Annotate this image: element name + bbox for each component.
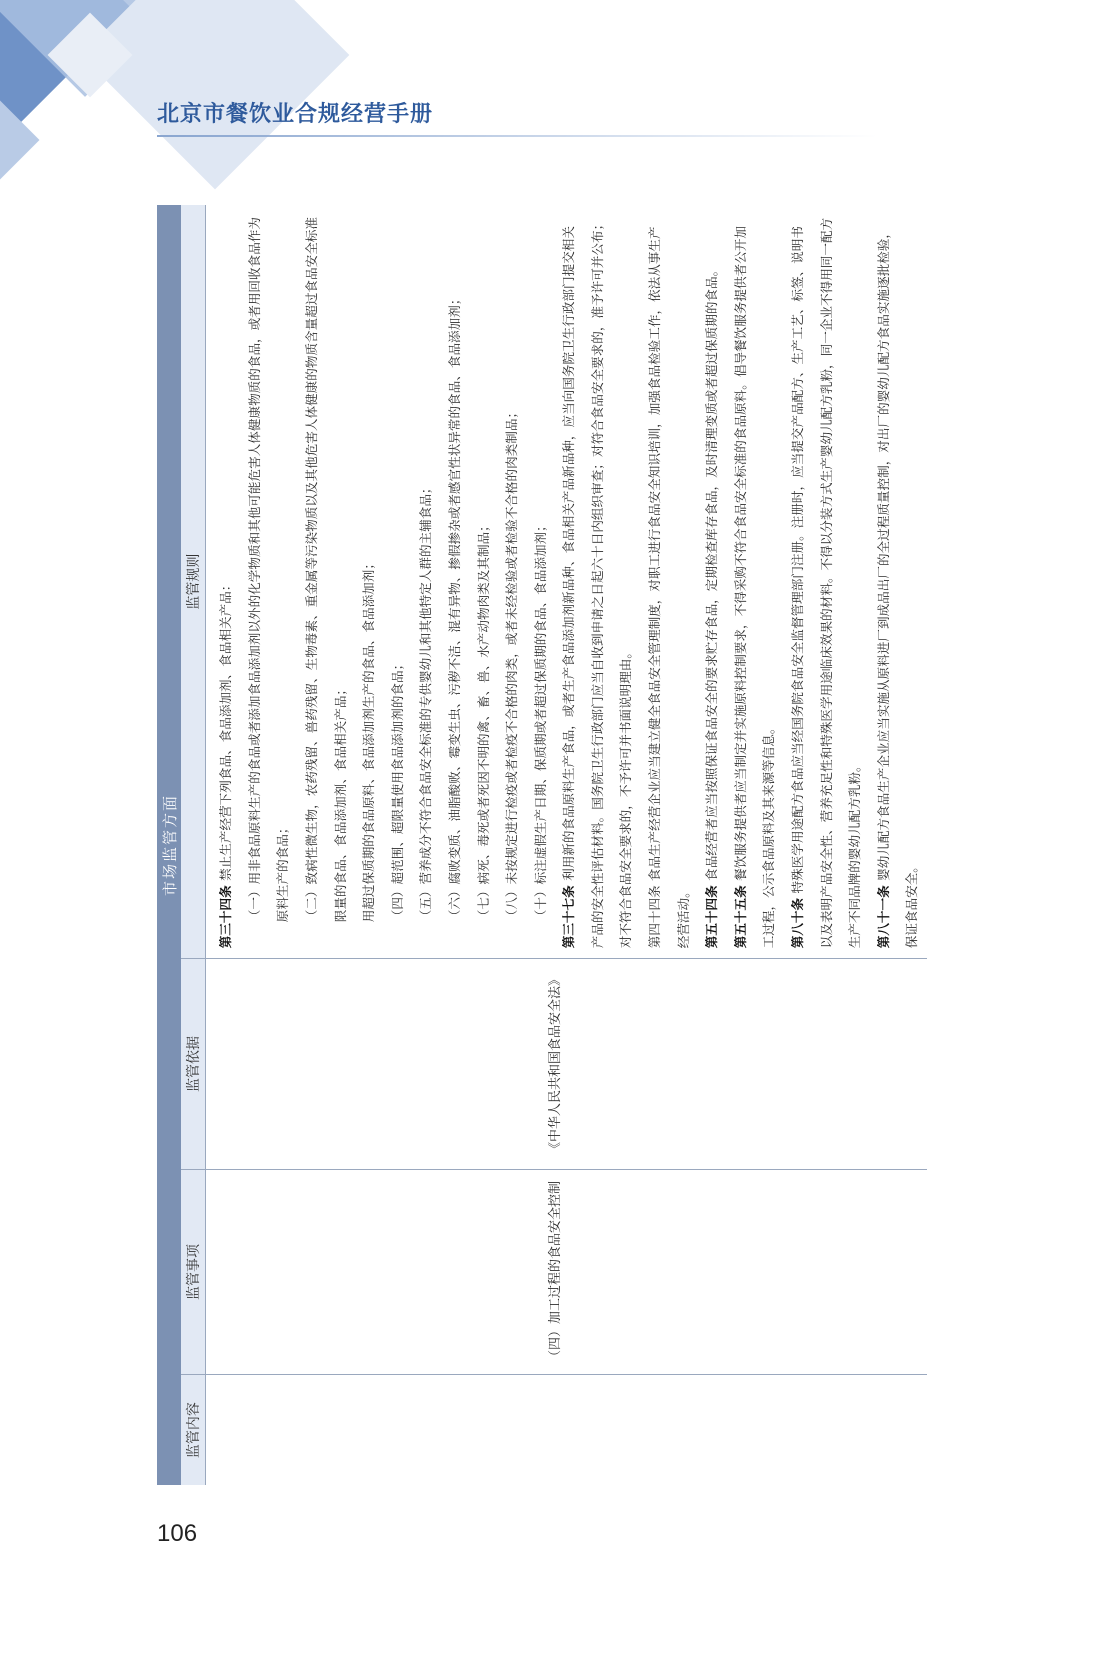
table-row <box>206 205 927 1485</box>
rule-paragraph <box>784 215 870 948</box>
rule-paragraph <box>527 215 556 948</box>
article-number: 第三十七条 <box>561 880 577 949</box>
rule-paragraph <box>641 215 698 948</box>
header-divider <box>157 135 877 137</box>
rule-text: 禁止生产经营下列食品、食品添加剂、食品相关产品： <box>218 578 234 881</box>
article-number: 第五十四条 <box>704 880 720 949</box>
table-header-row <box>181 205 206 1485</box>
rule-text: （十）标注虚假生产日期、保质期或者超过保质期的食品、食品添加剂； <box>532 519 548 923</box>
rule-paragraph <box>498 215 527 948</box>
rule-paragraph <box>441 215 470 948</box>
rule-paragraph <box>555 215 641 948</box>
rule-paragraph <box>298 215 355 948</box>
rule-text: 第四十四条 食品生产经营企业应当建立健全食品安全管理制度，对职工进行食品安全知识培训，加强食品检验工作，依法从事生产经营活动。 <box>647 226 691 949</box>
rule-paragraph <box>412 215 441 948</box>
item-cell <box>206 1169 927 1375</box>
rule-text: （七）病死、毒死或者死因不明的禽、畜、兽、水产动物肉类及其制品； <box>475 519 491 923</box>
content-cell <box>206 1374 927 1485</box>
section-band: 市场监管方面 <box>157 205 181 1485</box>
rule-paragraph <box>727 215 784 948</box>
rule-text: 利用新的食品原料生产食品，或者生产食品添加剂新品种、食品相关产品新品种，应当向国务院卫生行政部门提交相关产品的安全性评估材料。国务院卫生行政部门应当自收到申请之日起六十日内组织审查；对符合食品安全要求的，准予许可并公布；对不符合食品安全要求的，不予许可并书面说明理由。 <box>561 217 634 949</box>
article-number: 第三十四条 <box>218 880 234 949</box>
rule-text: 用超过保质期的食品原料、食品添加剂生产的食品、食品添加剂； <box>361 557 377 923</box>
regulation-table-wrapper <box>157 205 927 1485</box>
article-number: 第八十一条 <box>875 880 891 949</box>
rule-paragraph <box>241 215 298 948</box>
handbook-title: 北京市餐饮业合规经营手册 <box>157 102 434 127</box>
article-number: 第八十条 <box>790 893 806 949</box>
item-text: （四）加工过程的食品安全控制 <box>548 1181 564 1364</box>
column-header-item: 监管事项 <box>181 1169 205 1375</box>
column-header-content: 监管内容 <box>181 1374 205 1485</box>
rule-text: 食品经营者应当按照保证食品安全的要求贮存食品，定期检查库存食品，及时清理变质或者超过保质期的食品。 <box>704 263 720 881</box>
corner-decoration <box>81 0 350 189</box>
rule-list <box>206 205 927 958</box>
rule-text: （一）用非食品原料生产的食品或者添加食品添加剂以外的化学物质和其他可能危害人体健康物质的食品，或者用回收食品作为原料生产的食品； <box>246 217 291 923</box>
rule-text: （二）致病性微生物，农药残留、兽药残留、生物毒素、重金属等污染物质以及其他危害人体健康的物质含量超过食品安全标准限量的食品、食品添加剂、食品相关产品； <box>303 217 348 923</box>
rule-text: 餐饮服务提供者应当制定并实施原料控制要求，不得采购不符合食品安全标准的食品原料。倡导餐饮服务提供者公开加工过程，公示食品原料及其来源等信息。 <box>732 226 777 949</box>
basis-cell <box>206 958 927 1169</box>
rule-text: 特殊医学用途配方食品应当经国务院食品安全监督管理部门注册。注册时，应当提交产品配方、生产工艺、标签、说明书以及表明产品安全性、营养充足性和特殊医学用途临床效果的材料。不得以分装方式生产婴幼儿配方乳粉，同一企业不得用同一配方生产不同品牌的婴幼儿配方乳粉。 <box>790 217 863 949</box>
rule-text: 婴幼儿配方食品生产企业应当实施从原料进厂到成品出厂的全过程质量控制，对出厂的婴幼儿配方食品实施逐批检验，保证食品安全。 <box>875 226 920 949</box>
rule-cell <box>206 205 927 958</box>
rule-text: （五）营养成分不符合食品安全标准的专供婴幼儿和其他特定人群的主辅食品； <box>418 481 434 923</box>
column-header-basis: 监管依据 <box>181 958 205 1169</box>
page-number: 106 <box>157 1520 198 1547</box>
rule-paragraph <box>384 215 413 948</box>
article-number: 第五十五条 <box>732 880 748 949</box>
rule-paragraph <box>470 215 499 948</box>
column-header-rule: 监管规则 <box>186 553 203 610</box>
regulation-table <box>157 205 927 1485</box>
rule-text: （四）超范围、超限量使用食品添加剂的食品； <box>389 657 405 923</box>
rule-paragraph <box>870 215 927 948</box>
rule-text: （八）未按规定进行检疫或者检疫不合格的肉类，或者未经检验或者检验不合格的肉类制品； <box>504 405 520 923</box>
rule-paragraph <box>698 215 727 948</box>
rule-paragraph <box>212 215 241 948</box>
rule-paragraph <box>355 215 384 948</box>
basis-text: 《中华人民共和国食品安全法》 <box>548 973 564 1156</box>
rule-text: （六）腐败变质、油脂酸败、霉变生虫、污秽不洁、混有异物、掺假掺杂或者感官性状异常的食品、食品添加剂； <box>446 292 462 923</box>
